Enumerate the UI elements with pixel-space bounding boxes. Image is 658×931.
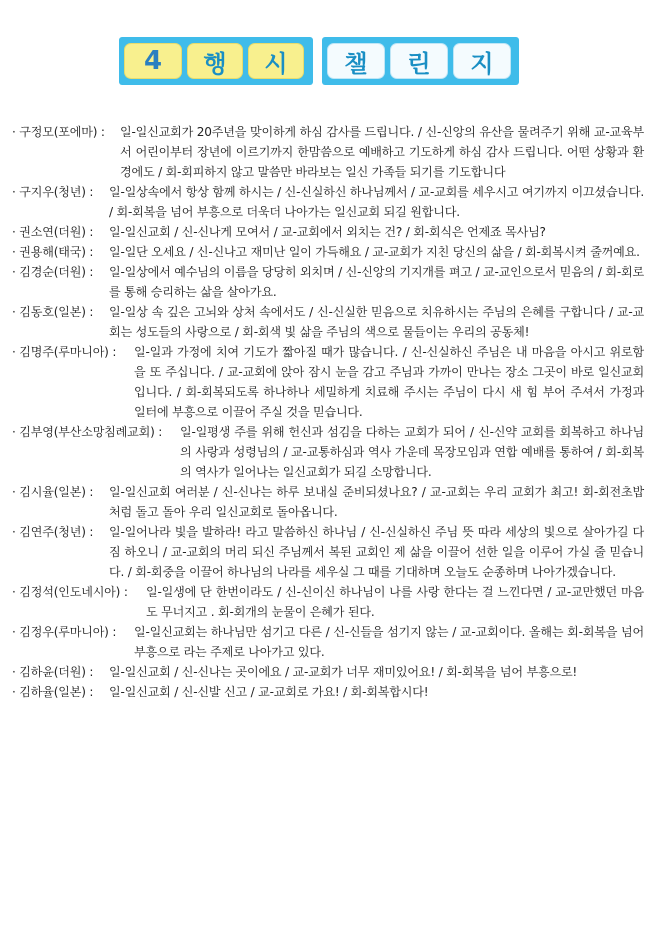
banner-left-group — [119, 37, 313, 85]
entry-text: 일-일단 오세요 / 신-신나고 재미난 일이 가득해요 / 교-교회가 지친 당신의 삶을 / 회-회복시켜 줄꺼예요. — [109, 245, 640, 259]
entry-item — [12, 682, 644, 702]
entry-text: 일-일상에서 예수님의 이름을 당당히 외치며 / 신-신앙의 기지개를 펴고 / 교-교인으로서 믿음의 / 회-회로를 통해 승리하는 삶을 살아가요. — [109, 265, 644, 299]
entry-text: 일-일신교회 / 신-신발 신고 / 교-교회로 가요! / 회-회복합시다! — [109, 685, 429, 699]
entry-text: 일-일신교회가 20주년을 맞이하게 하심 감사를 드립니다. / 신-신앙의 유산을 물려주기 위해 교-교육부서 어린이부터 장년에 이르기까지 한맘씀으로 예배하고 기도하게 하심 감사 드립니다. 어떤 상황과 환경에도 / 회-회피하지 않고 말씀만 바라보는 일신 가족들 되기를 기도합니다 — [120, 125, 644, 179]
entry-list — [12, 122, 644, 702]
entry-item — [12, 262, 644, 302]
entry-author: · 구지우(청년) : — [12, 185, 94, 199]
title-banner — [119, 37, 519, 85]
banner-tile: 챌 — [327, 43, 385, 79]
entry-author: · 김정우(루마니아) : — [12, 625, 117, 639]
banner-tile: 지 — [453, 43, 511, 79]
entry-text: 일-일상속에서 항상 함께 하시는 / 신-신실하신 하나님께서 / 교-교회를 세우시고 여기까지 이끄셨습니다. / 회-회복을 넘어 부흥으로 더욱더 나아가는 일신교회 되길 원합니다. — [109, 185, 644, 219]
entry-text: 일-일신교회 / 신-신나게 모여서 / 교-교회에서 외치는 건? / 회-회식은 언제죠 목사님? — [109, 225, 546, 239]
entry-text: 일-일과 가정에 치여 기도가 짧아질 때가 많습니다. / 신-신실하신 주님은 내 마음을 아시고 위로함을 또 주십니다. / 교-교회에 앉아 잠시 눈을 감고 주님과 가까이 만나는 장소 그곳이 바로 일신교회입니다. / 회-회복되도록 하나하나 세밀하게 치료해 주시는 주님이 다시 새 힘 부어 주셔서 가정과 일터에 부흥으로 이끌어 주실 것을 믿습니다. — [134, 345, 644, 419]
entry-item — [12, 422, 644, 482]
banner-right-group — [322, 37, 519, 85]
entry-text: 일-일신교회는 하나님만 섬기고 다른 / 신-신들을 섬기지 않는 / 교-교회이다. 올해는 회-회복을 넘어 부흥으로 라는 주제로 나아가고 있다. — [134, 625, 644, 659]
entry-item — [12, 662, 644, 682]
entry-author: · 권소연(더원) : — [12, 225, 94, 239]
entry-item — [12, 302, 644, 342]
entry-item — [12, 522, 644, 582]
entry-author: · 권용해(태국) : — [12, 245, 94, 259]
entry-author: · 구정모(포에마) : — [12, 125, 105, 139]
entry-text: 일-일어나라 빛을 발하라! 라고 말씀하신 하나님 / 신-신실하신 주님 뜻 따라 세상의 빛으로 살아가길 다짐 하오니 / 교-교회의 머리 되신 주님께서 복된 교회인 제 삶을 이끌어 선한 일을 이루어 가실 줄 믿습니다. / 회-회중을 이끌어 하나님의 나라를 세우실 그 때를 기대하며 오늘도 순종하며 나아가겠습니다. — [109, 525, 644, 579]
entry-author: · 김시율(일본) : — [12, 485, 94, 499]
entry-item — [12, 242, 644, 262]
entry-item — [12, 342, 644, 422]
entry-text: 일-일생에 단 한번이라도 / 신-신이신 하나님이 나를 사랑 한다는 걸 느낀다면 / 교-교만했던 마음도 무너지고 . 회-회개의 눈물이 은혜가 된다. — [146, 585, 644, 619]
banner-tile: 시 — [248, 43, 304, 79]
entry-item — [12, 122, 644, 182]
entry-item — [12, 622, 644, 662]
entry-author: · 김연주(청년) : — [12, 525, 94, 539]
entry-item — [12, 482, 644, 522]
entry-text: 일-일신교회 여러분 / 신-신나는 하루 보내실 준비되셨나요? / 교-교회는 우리 교회가 최고! 회-회전초밥처럼 돌고 돌아 우리 일신교회로 돌아옵니다. — [109, 485, 644, 519]
entry-item — [12, 582, 644, 622]
entry-item — [12, 222, 644, 242]
entry-text: 일-일평생 주를 위해 헌신과 섬김을 다하는 교회가 되어 / 신-신약 교회를 회복하고 하나님의 사랑과 성령님의 / 교-교통하심과 역사 가운데 목장모임과 연합 예배를 통하여 / 회-회복의 역사가 일어나는 일신교회가 되길 소망합니다. — [180, 425, 644, 479]
entry-author: · 김하윤(더원) : — [12, 665, 94, 679]
banner-tile: 린 — [390, 43, 448, 79]
entry-item — [12, 182, 644, 222]
entry-text: 일-일상 속 깊은 고뇌와 상처 속에서도 / 신-신실한 믿음으로 치유하시는 주님의 은혜를 구합니다 / 교-교회는 성도들의 사랑으로 / 회-회색 빛 삶을 주님의 색으로 물들이는 우리의 공동체! — [109, 305, 644, 339]
entry-author: · 김경순(더원) : — [12, 265, 94, 279]
entry-author: · 김명주(루마니아) : — [12, 345, 117, 359]
entry-author: · 김정석(인도네시아) : — [12, 585, 128, 599]
banner-tile-number: 4 — [124, 43, 182, 79]
banner-tile: 행 — [187, 43, 243, 79]
entry-author: · 김동호(일본) : — [12, 305, 94, 319]
entry-author: · 김부영(부산소망침례교회) : — [12, 425, 163, 439]
entry-author: · 김하율(일본) : — [12, 685, 94, 699]
entry-text: 일-일신교회 / 신-신나는 곳이에요 / 교-교회가 너무 재미있어요! / 회-회복을 넘어 부흥으로! — [109, 665, 578, 679]
